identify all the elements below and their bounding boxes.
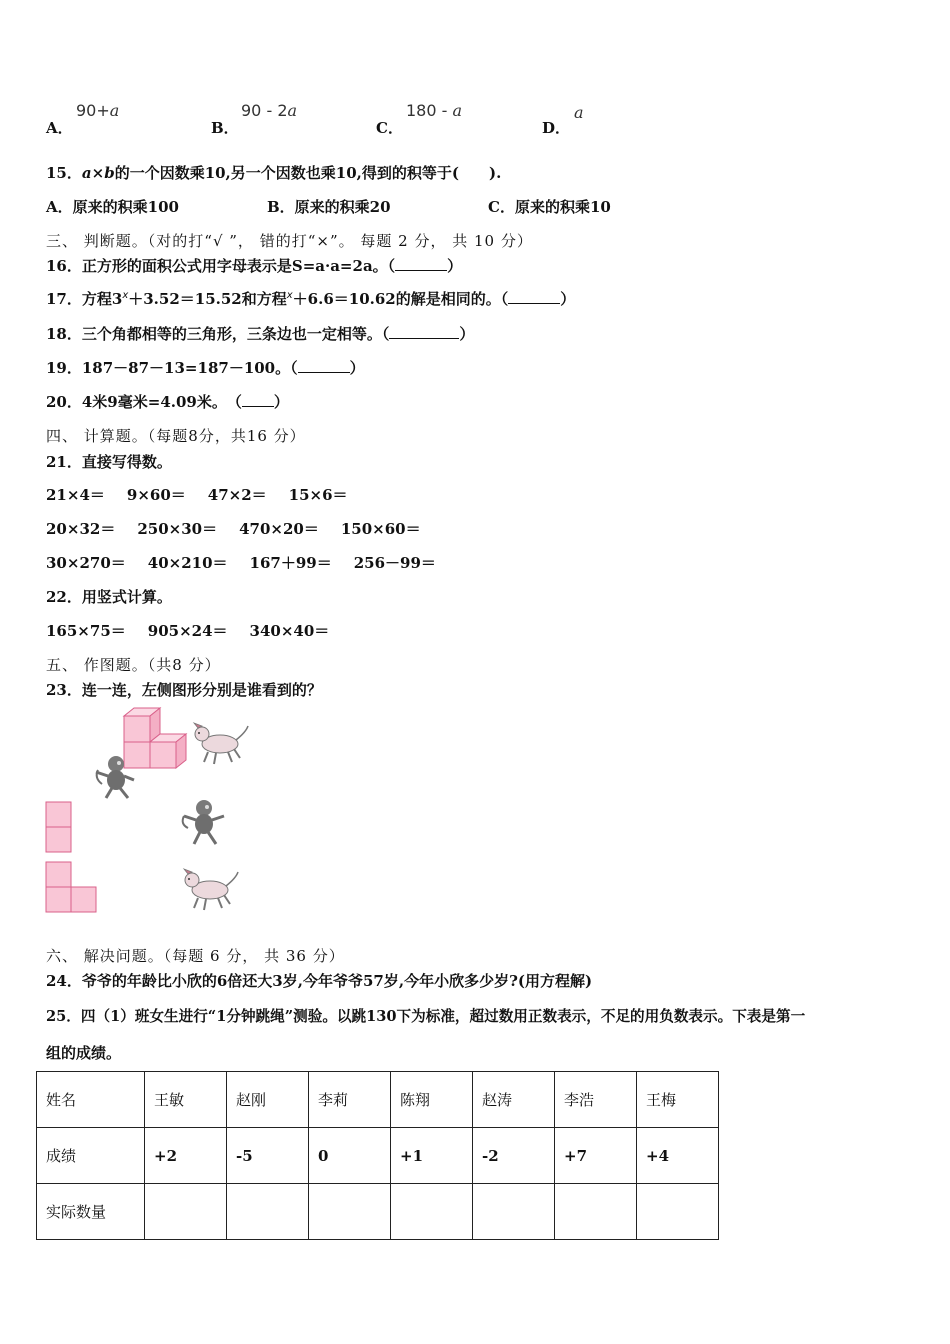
question-20: 20．4米9毫米=4.09米。 （ ） [46,393,289,411]
monkey-icon [178,798,228,850]
question-18: 18．三个角都相等的三角形，三条边也一定相等。（ ） [46,325,475,343]
table-cell: 赵涛 [473,1072,555,1128]
table-cell: 王敏 [145,1072,227,1128]
section-3-heading: 三、 判断题。（对的打“√ ”， 错的打“×”。 每题 2 分， 共 10 分） [46,232,533,250]
question-25-line-1: 25．四（1）班女生进行“1分钟跳绳”测验。以跳130下为标准，超过数用正数表示，不足的用负数表示。下表是第一 [46,1008,806,1025]
question-25-line-2: 组的成绩。 [46,1044,122,1062]
dog-icon [180,868,242,914]
view-shape-vertical [45,801,75,856]
score-table [36,1071,719,1240]
table-cell: +7 [555,1128,637,1184]
table-cell: 李浩 [555,1072,637,1128]
table-cell: 王梅 [637,1072,719,1128]
q15-option-a: A．原来的积乘100 [46,198,179,216]
table-header-cell: 实际数量 [37,1184,145,1240]
table-cell: -2 [473,1128,555,1184]
q21-row-1: 21×4＝ 9×60＝ 47×2＝ 15×6＝ [46,486,348,504]
view-shape-l [45,861,101,916]
q14-option-d-expression: a [574,103,584,122]
cube-stack [124,708,186,768]
table-cell: -5 [227,1128,309,1184]
question-19: 19．187－87－13=187－100。（ ） [46,359,365,377]
question-17: 17．方程$3^x+3.52=15.52$和方程$^x$＋6.6＝10.62的解是相同的。（ ） [46,290,576,308]
section-4-heading: 四、 计算题。（每题8分，共16 分） [46,427,306,445]
table-header-cell: 姓名 [37,1072,145,1128]
table-cell: 0 [309,1128,391,1184]
table-cell: 李莉 [309,1072,391,1128]
q15-option-b: B．原来的积乘20 [267,198,391,216]
section-5-heading: 五、 作图题。（共8 分） [46,656,221,674]
dog-icon [194,723,248,764]
table-cell: +2 [145,1128,227,1184]
question-24: 24．爷爷的年龄比小欣的6倍还大3岁,今年爷爷57岁,今年小欣多少岁?(用方程解) [46,972,593,990]
table-cell-empty[interactable] [473,1184,555,1240]
section-6-heading: 六、 解决问题。（每题 6 分， 共 36 分） [46,947,345,965]
table-header-cell: 成绩 [37,1128,145,1184]
table-cell: +1 [391,1128,473,1184]
question-21-title: 21．直接写得数。 [46,453,172,471]
q15-option-c: C．原来的积乘10 [488,198,611,216]
q14-option-c-label: C． [376,119,403,137]
q14-option-b-expression: 90 - 2a [241,101,298,120]
q14-option-a-expression: 90+a [76,101,120,120]
q14-option-c-expression: 180 - a [406,101,463,120]
question-23-title: 23．连一连，左侧图形分别是谁看到的？ [46,681,322,699]
table-cell: 赵刚 [227,1072,309,1128]
table-cell-empty[interactable] [227,1184,309,1240]
q21-row-3: 30×270＝ 40×210＝ 167＋99＝ 256－99＝ [46,554,436,572]
table-cell: 陈翔 [391,1072,473,1128]
question-15: 15．a×b的一个因数乘10,另一个因数也乘10,得到的积等于( ). [46,164,502,182]
table-row [37,1128,719,1184]
q14-option-a-label: A． [46,119,73,137]
question-22-title: 22．用竖式计算。 [46,588,172,606]
cube-stack-scene [90,706,255,801]
table-cell-empty[interactable] [145,1184,227,1240]
question-16: 16．正方形的面积公式用字母表示是S=a·a=2a。（ ） [46,257,463,275]
q21-row-2: 20×32＝ 250×30＝ 470×20＝ 150×60＝ [46,520,421,538]
q22-items: 165×75＝ 905×24＝ 340×40＝ [46,622,330,640]
table-cell: +4 [637,1128,719,1184]
table-cell-empty[interactable] [391,1184,473,1240]
q14-option-b-label: B． [211,119,239,137]
table-row [37,1184,719,1240]
q14-option-d-label: D． [542,119,571,137]
table-cell-empty[interactable] [555,1184,637,1240]
table-cell-empty[interactable] [637,1184,719,1240]
table-cell-empty[interactable] [309,1184,391,1240]
table-row [37,1072,719,1128]
